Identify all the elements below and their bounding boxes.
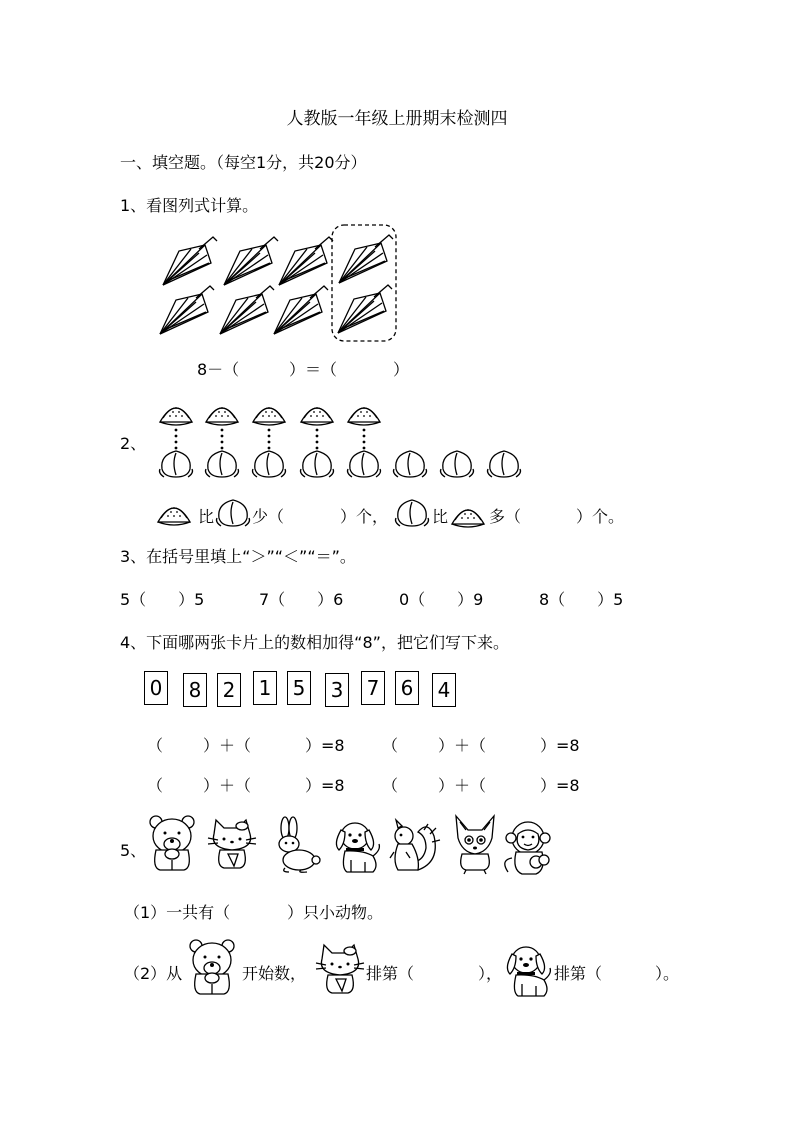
rabbit-icon	[279, 817, 320, 872]
question-1-label: 1、看图列式计算。	[120, 196, 259, 215]
bear-icon	[150, 816, 194, 870]
q4-eq-open: （	[147, 736, 164, 755]
q3-item: 0（ ）9	[399, 590, 484, 609]
number-card: 6	[395, 671, 419, 705]
q1-eq-part-c: ）	[393, 360, 410, 379]
q5-part-2-b: 开始数，	[242, 964, 307, 983]
number-card: 1	[253, 671, 277, 705]
q4-eq-end: ）=8	[305, 736, 345, 755]
q5-part-2-e: 排第（	[554, 964, 603, 983]
q2-text-4: 比	[432, 507, 449, 526]
q5-part-2-c: 排第（	[366, 964, 415, 983]
q2-text-6: ）个。	[576, 507, 625, 526]
q4-eq-open: （	[382, 776, 399, 795]
number-card: 0	[144, 671, 168, 705]
fox-icon	[456, 816, 494, 874]
q5-part-2-f: ）。	[655, 964, 680, 983]
q4-eq-open: （	[382, 736, 399, 755]
puppy-icon	[336, 823, 379, 872]
squirrel-icon	[390, 820, 440, 870]
number-card: 5	[287, 671, 311, 705]
q1-eq-part-a: 8－（	[197, 360, 240, 379]
bear-icon	[190, 940, 234, 994]
monkey-icon	[505, 822, 550, 874]
q2-text-3: ）个，	[340, 507, 389, 526]
puppy-icon	[507, 947, 550, 996]
question-2-label: 2、	[120, 434, 147, 453]
number-card: 3	[325, 673, 349, 707]
q2-text-5: 多（	[489, 507, 522, 526]
q2-text-2: 少（	[252, 507, 285, 526]
q4-eq-plus: ）＋（	[438, 736, 487, 755]
q5-part-1-b: ）只小动物。	[287, 903, 384, 922]
question-4-label: 4、下面哪两张卡片上的数相加得“8”，把它们写下来。	[120, 633, 509, 652]
hello-kitty-icon	[208, 820, 256, 868]
q1-eq-part-b: ）＝（	[289, 360, 338, 379]
number-card: 4	[432, 673, 456, 707]
q5-part-2-d: ），	[478, 964, 503, 983]
question-5-label: 5、	[120, 841, 147, 860]
q3-item: 8（ ）5	[539, 590, 624, 609]
q4-eq-plus: ）＋（	[438, 776, 487, 795]
page-title: 人教版一年级上册期末检测四	[286, 109, 508, 129]
q4-eq-end: ）=8	[540, 776, 580, 795]
q4-eq-open: （	[147, 776, 164, 795]
q5-part-1-a: （1）一共有（	[124, 903, 231, 922]
q2-text-1: 比	[198, 507, 215, 526]
q4-eq-plus: ）＋（	[203, 736, 252, 755]
number-card: 7	[361, 671, 385, 705]
hello-kitty-icon	[316, 945, 364, 993]
q4-eq-end: ）=8	[305, 776, 345, 795]
q5-part-2-a: （2）从	[124, 964, 183, 983]
number-card: 2	[217, 673, 241, 707]
number-card: 8	[183, 673, 207, 707]
q3-item: 7（ ）6	[259, 590, 344, 609]
q3-item: 5（ ）5	[120, 590, 205, 609]
q4-eq-plus: ）＋（	[203, 776, 252, 795]
section-heading: 一、填空题。（每空1分，共20分）	[120, 153, 367, 172]
q4-eq-end: ）=8	[540, 736, 580, 755]
question-3-label: 3、在括号里填上“＞”“＜”“＝”。	[120, 547, 356, 566]
